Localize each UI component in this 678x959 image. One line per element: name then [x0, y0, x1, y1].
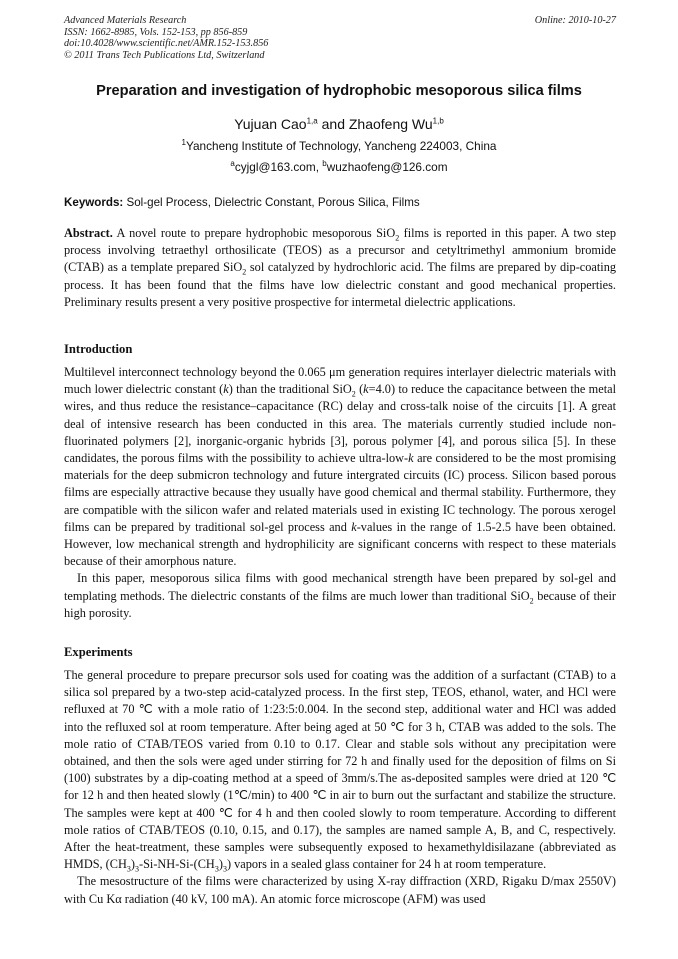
keywords-text: Sol-gel Process, Dielectric Constant, Porous Silica, Films	[123, 196, 420, 209]
journal-header	[64, 15, 616, 61]
intro-p2-sub: 2	[529, 596, 534, 606]
intro-text-e: are considered to be the most promising materials for the deep submicron technology and future intergrated circuits (IC) process. Silicon based porous films are especially attractive because they usually have good chemical and thermal stability. Furthermore, they are compatible with the silicon wafer and related materials used in existing IC technology. The porous xerogel films can be prepared by traditional sol-gel process and	[64, 451, 616, 534]
intro-text-a: Multilevel interconnect technology beyond the 0.065 μm generation requires interlayer dielectric materials with much lower dielectric constant (	[64, 365, 616, 397]
journal-name: Advanced Materials Research	[64, 15, 187, 26]
intro-text-d: =4.0) to reduce the capacitance between the metal wires, and thus reduce the resistance–capacitance (RC) delay and cross-talk noise of the circuits [1]. A great deal of intensive research has been conducted in this area. The materials currently studied include non-fluorinated polymers [2], inorganic-organic hybrids [3], porous polymer [4], and porous silica [5]. In these candidates, the porous films with the possibility to achieve ultra-low-	[64, 382, 616, 466]
online-date: Online: 2010-10-27	[534, 15, 616, 26]
affiliation-text: Yancheng Institute of Technology, Yancheng 224003, China	[186, 139, 497, 153]
intro-sub-1: 2	[351, 389, 356, 399]
exp-sub-2: 3	[134, 864, 139, 874]
abstract-text-1: A novel route to prepare hydrophobic mesoporous SiO	[112, 226, 396, 240]
exp-text-e: ) vapors in a sealed glass container for 24 h at room temperature.	[226, 857, 547, 872]
abstract-text-2: films is reported in this paper. A two step process involving tetraethyl orthosilicate (TEOS) as a precursor and cetyltrimethyl ammonium bromide (CTAB) as a template prepared SiO	[64, 226, 616, 275]
exp-text-b: )	[130, 857, 135, 872]
keywords-label: Keywords:	[64, 196, 124, 209]
author-and: and	[317, 116, 349, 132]
exp-text-c: -Si-NH-Si-(CH	[138, 857, 215, 872]
author-line	[40, 116, 638, 132]
intro-k-4: k	[351, 519, 357, 534]
experiments-heading: Experiments	[64, 645, 133, 659]
paper-title: Preparation and investigation of hydrophobic mesoporous silica films	[96, 83, 582, 99]
intro-text-f: -values in the range of 1.5-2.5 have been obtained. However, low mechanical strength and hydrophilicity are significant concerns with respect to these materials because of their amorphous nature.	[64, 519, 616, 569]
intro-k-1: k	[223, 382, 229, 397]
exp-text-a: The general procedure to prepare precursor sols used for coating was the addition of a surfactant (CTAB) to a silica sol prepared by a two-step acid-catalyzed process. In the first step, TEOS, ethanol, water, and HCl were refluxed at 70 ℃ with a mole ratio of 1:23:5:0.004. In the second step, additional water and HCl was added into the refluxed sol at room temperature. After being aged at 50 ℃ for 3 h, CTAB was added to the sols. The mole ratio of CTAB/TEOS varied from 0.10 to 0.17. Clear and stable sols without any precipitation were obtained, and then the sols were aged under stirring for 72 h and finally used for the deposition of films on Si (100) substrates by a dip-coating method at a speed of 3mm/s.The as-deposited samples were dried at 120 ℃ for 12 h and then heated slowly (1℃/min) to 400 ℃ in air to burn out the surfactant and stabilize the structure. The samples were kept at 400 ℃ for 4 h and then cooled slowly to room temperature. According to different mole ratios of CTAB/TEOS (0.10, 0.15, and 0.17), the samples are named sample A, B, and C, respectively. After the heat-treatment, these samples were subsequently exposed to hexamethyldisilazane (abbreviated as HMDS, (CH	[64, 668, 616, 872]
exp-paragraph-2: The mesostructure of the films were characterized by using X-ray diffraction (XRD, Rigaku D/max 2550V) with Cu Kα radiation (40 kV, 100 mA). An atomic force microscope (AFM) was used	[64, 874, 616, 906]
email-a-mark: a	[230, 159, 235, 169]
intro-p2-text-b: because of their high porosity.	[64, 588, 616, 620]
doi-line: doi:10.4028/www.scientific.net/AMR.152-153.856	[64, 38, 269, 50]
author-1: Yujuan Cao	[234, 116, 307, 132]
exp-sub-3: 3	[214, 864, 219, 874]
keywords	[64, 196, 616, 209]
author-1-affil: 1,a	[306, 116, 318, 126]
introduction-body	[64, 364, 616, 622]
intro-k-3: k	[408, 451, 414, 466]
intro-text-c: (	[355, 382, 364, 397]
author-2-affil: 1,b	[432, 116, 444, 126]
abstract-sub-2: 2	[242, 267, 247, 277]
introduction-heading: Introduction	[64, 342, 133, 356]
exp-sub-1: 3	[126, 864, 131, 874]
email-b: wuzhaofeng@126.com	[326, 160, 448, 174]
email-a: cyjgl@163.com,	[234, 160, 323, 174]
intro-k-2: k	[363, 382, 369, 397]
author-2: Zhaofeng Wu	[348, 116, 433, 132]
abstract-sub-1: 2	[395, 233, 400, 243]
exp-sub-4: 3	[222, 864, 227, 874]
email-b-mark: b	[322, 159, 327, 169]
affiliation	[40, 139, 638, 153]
abstract-text-3: sol catalyzed by hydrochloric acid. The films are prepared by dip-coating process. It has been found that the films have low dielectric constant and good mechanical properties. Preliminary results present a very positive prospective for intermetal dielectric applications.	[64, 260, 616, 309]
email-line	[40, 160, 638, 174]
abstract	[64, 225, 616, 311]
experiments-body	[64, 667, 616, 908]
affiliation-mark: 1	[181, 138, 186, 148]
intro-text-b: ) than the traditional SiO	[228, 382, 352, 397]
exp-text-d: )	[218, 857, 223, 872]
copyright-line: © 2011 Trans Tech Publications Ltd, Switzerland	[64, 49, 265, 61]
intro-p2-text-a: In this paper, mesoporous silica films with good mechanical strength have been prepared by sol-gel and templating methods. The dielectric constants of the films are much lower than traditional SiO	[64, 571, 616, 603]
abstract-label: Abstract.	[64, 226, 113, 240]
issn-line: ISSN: 1662-8985, Vols. 152-153, pp 856-859	[64, 26, 248, 38]
